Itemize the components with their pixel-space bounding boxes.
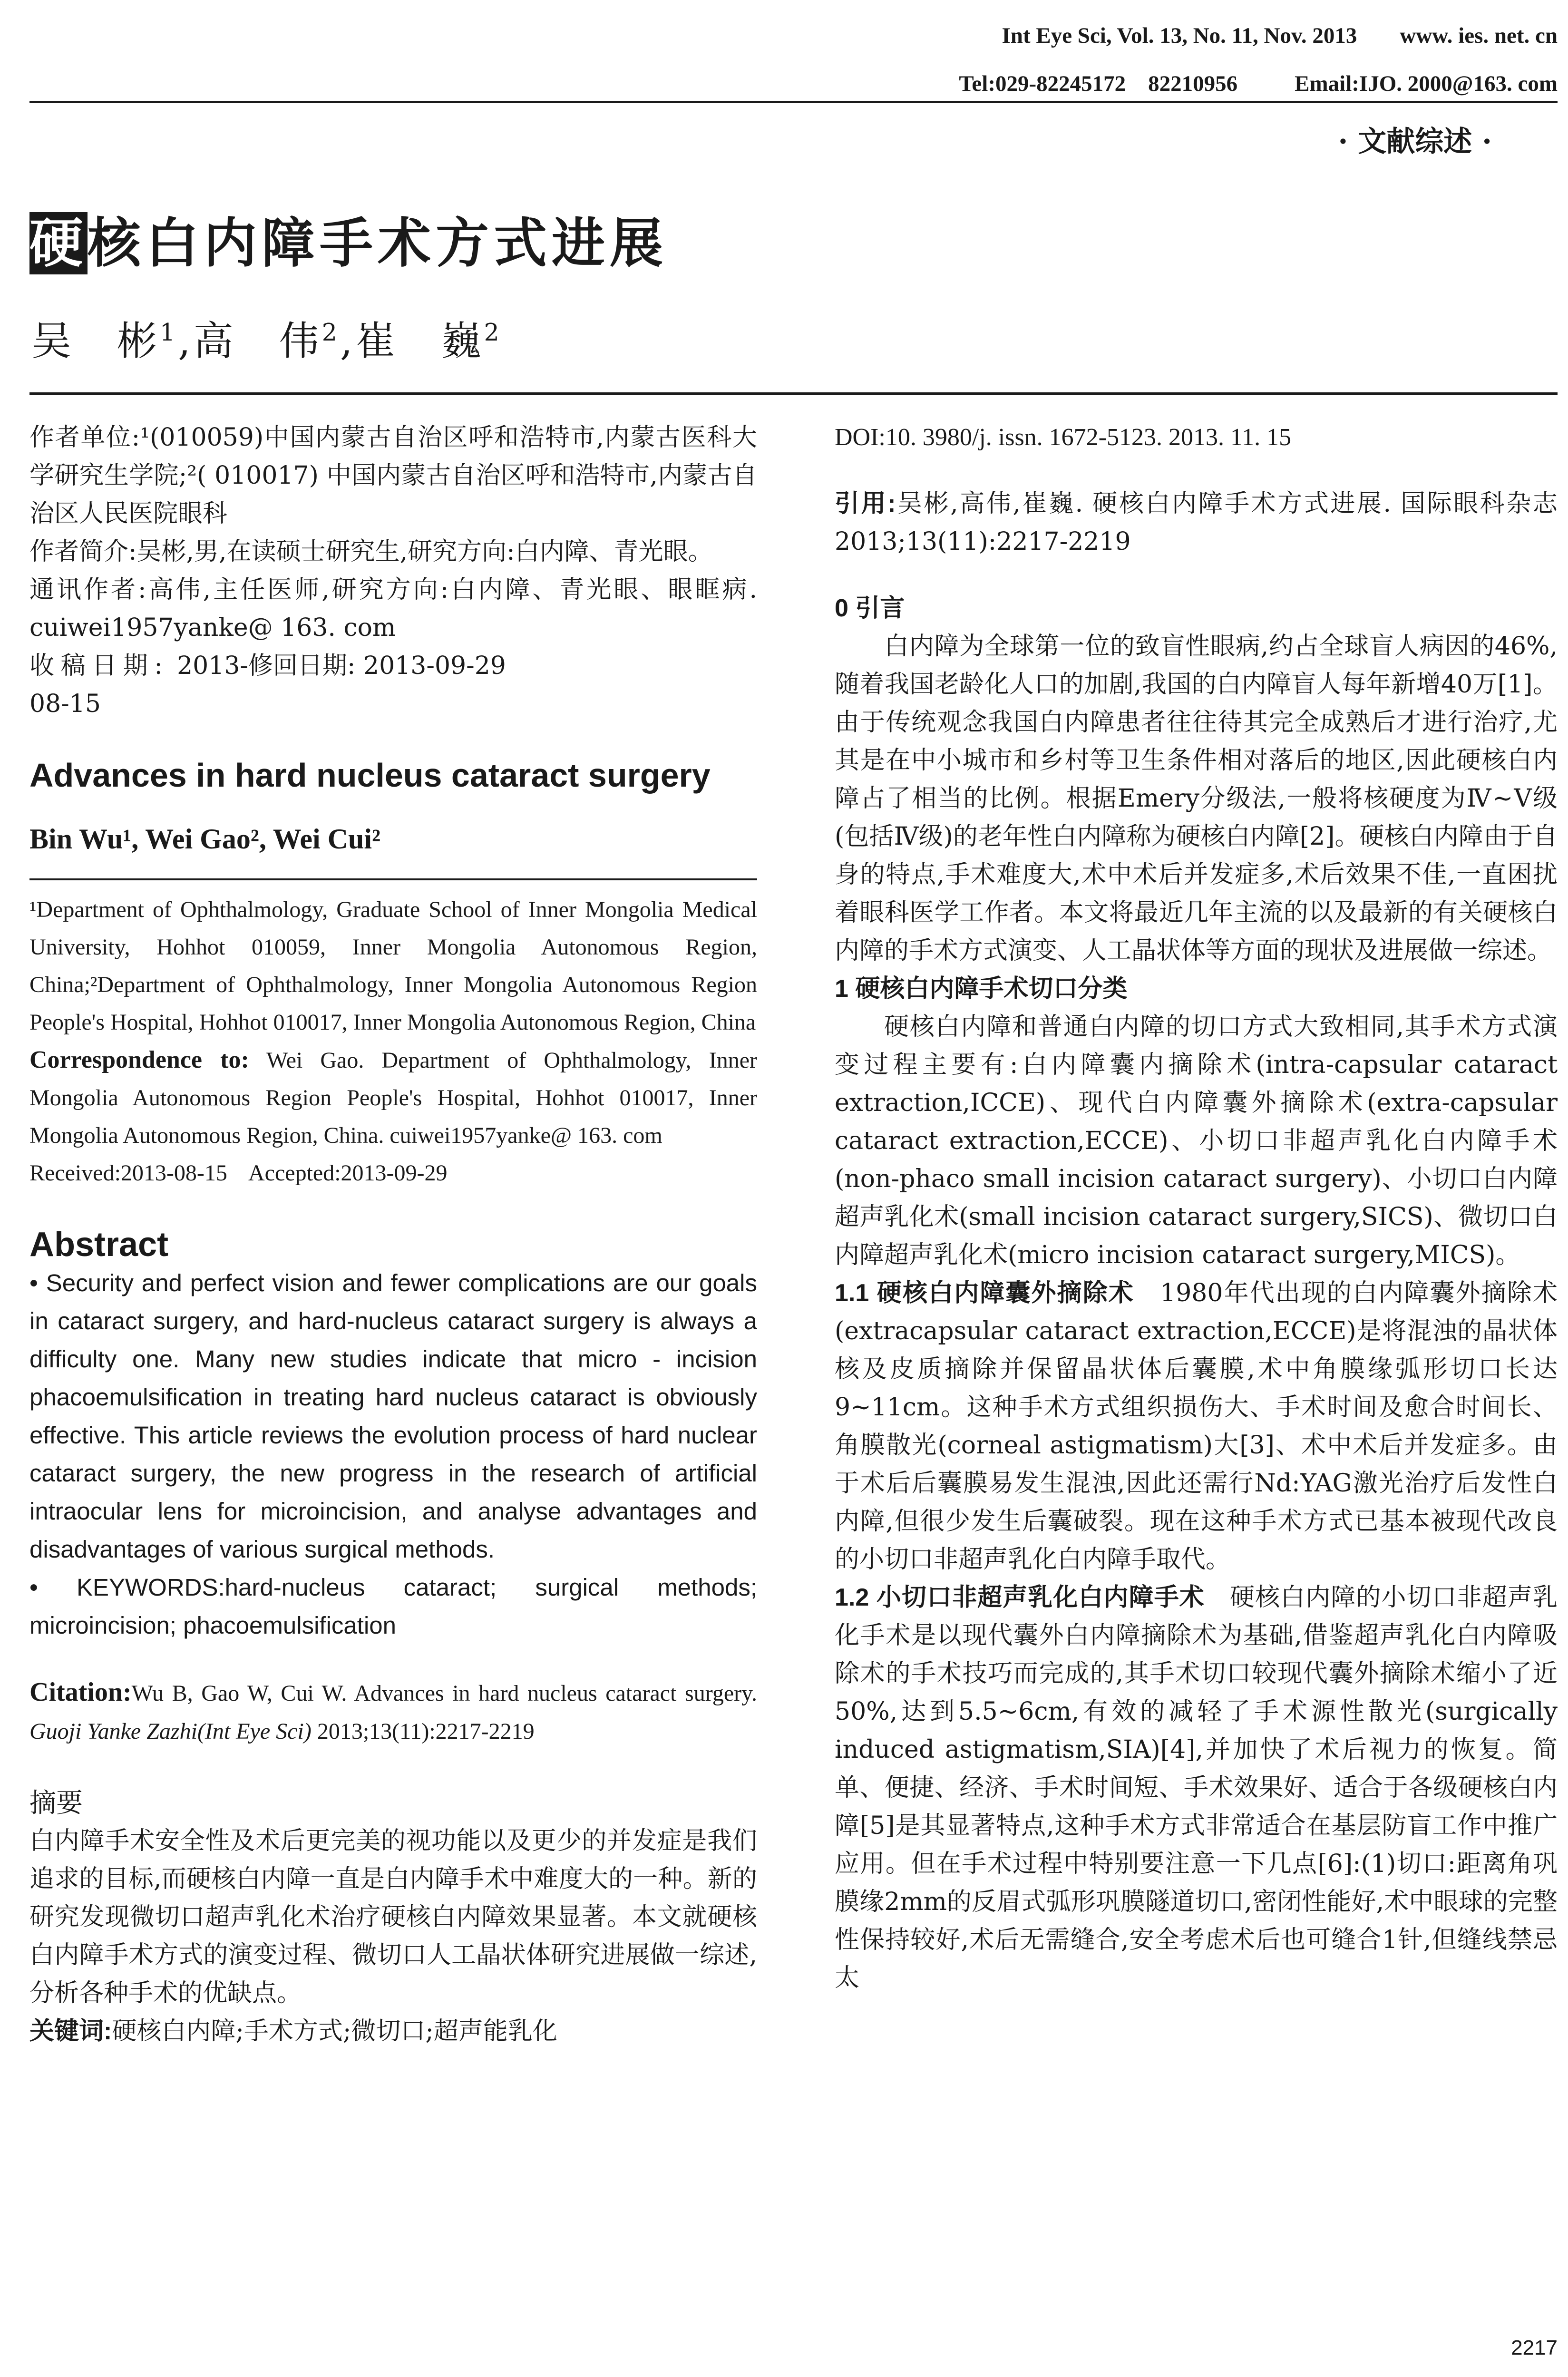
title-rest: 核白内障手术方式进展 xyxy=(88,212,668,274)
journal-tel: Tel:029-82245172 82210956 xyxy=(959,71,1238,96)
page-title xyxy=(29,201,668,277)
keywords-cn-text: 硬核白内障;手术方式;微切口;超声能乳化 xyxy=(112,2017,557,2046)
keywords-en: • KEYWORDS:hard-nucleus cataract; surgical methods; microincision; phacoemulsification xyxy=(29,1574,757,1639)
correspondence-label: Correspondence to: xyxy=(29,1046,249,1073)
author-sup: 2 xyxy=(484,318,502,346)
section-1-1-text: 1980年代出现的白内障囊外摘除术(extracapsular cataract extraction,ECCE)是将混浊的晶状体核及皮质摘除并保留晶状体后囊膜,术中角膜缘弧形切口长达9~11cm。这种手术方式组织损伤大、手术时间及愈合时间长、角膜散光(corneal astigmatism)大[3]、术中术后并发症多。由于术后后囊膜易发生混浊,因此还需行Nd:YAG激光治疗后发性白内障,但很少发生后囊破裂。现在这种手术方式已基本被现代改良的小切口非超声乳化白内障手取代。 xyxy=(835,1279,1558,1574)
section-1-heading: 1 硬核白内障手术切口分类 xyxy=(835,975,1128,1003)
cite-cn-text: 吴彬,高伟,崔巍. 硬核白内障手术方式进展. 国际眼科杂志 2013;13(11):2217-2219 xyxy=(835,489,1558,556)
received-en: Received:2013-08-15 xyxy=(29,1160,227,1186)
title-rule xyxy=(29,392,1558,395)
section-0-heading: 0 引言 xyxy=(835,594,905,622)
received-cn: 收稿日期: 2013-08-15 xyxy=(29,652,248,718)
doi: DOI:10. 3980/j. issn. 1672-5123. 2013. 11. 15 xyxy=(835,424,1292,451)
correspondence-cn: 通讯作者:高伟,主任医师,研究方向:白内障、青光眼、眼眶病. cuiwei1957yanke@ 163. com xyxy=(29,575,757,642)
author-name: 吴 彬 xyxy=(31,318,160,364)
section-1-1 xyxy=(835,1274,1558,1578)
section-1-text: 硬核白内障和普通白内障的切口方式大致相同,其手术方式演变过程主要有:白内障囊内摘除术(intra-capsular cataract extraction,ICCE)、现代白内障囊外摘除术(extra-capsular cataract extraction,ECCE)、小切口非超声乳化白内障手术(non-phaco small incision cataract surgery)、小切口白内障超声乳化术(small incision cataract surgery,SICS)、微切口白内障超声乳化术(micro incision cataract surgery,MICS)。 xyxy=(835,1013,1558,1269)
journal-website: www. ies. net. cn xyxy=(1400,23,1558,48)
citation-label: Citation: xyxy=(29,1677,132,1707)
english-dates xyxy=(29,1154,757,1192)
journal-citation: Int Eye Sci, Vol. 13, No. 11, Nov. 2013 xyxy=(1002,23,1357,48)
english-affiliation: ¹Department of Ophthalmology, Graduate School of Inner Mongolia Medical University, Hohhot 010059, Inner Mongolia Autonomous Region, China;²Department of Ophthalmology, Inner Mongolia Autonomous Region People's Hospital, Hohhot 010017, Inner Mongolia Autonomous Region, China xyxy=(29,897,757,1035)
journal-header-line xyxy=(1002,23,1558,49)
cite-cn xyxy=(835,485,1558,561)
left-column xyxy=(29,409,757,2050)
citation-en xyxy=(29,1673,757,1751)
section-0-text: 白内障为全球第一位的致盲性眼病,约占全球盲人病因的46%,随着我国老龄化人口的加剧,我国的白内障盲人每年新增40万[1]。由于传统观念我国白内障患者往往待其完全成熟后才进行治疗,尤其是在中小城市和乡村等卫生条件相对落后的地区,因此硬核白内障占了相当的比例。根据Emery分级法,一般将核硬度为Ⅳ~Ⅴ级(包括Ⅳ级)的老年性白内障称为硬核白内障[2]。硬核白内障由于自身的特点,手术难度大,术中术后并发症多,术后效果不佳,一直困扰着眼科医学工作者。本文将最近几年主流的以及最新的有关硬核白内障的手术方式演变、人工晶状体等方面的现状及进展做一综述。 xyxy=(835,632,1558,965)
citation-authors: Wu B, Gao W, Cui W. Advances in hard nucleus cataract surgery. xyxy=(131,1681,757,1706)
section-tag: · 文献综述 · xyxy=(1338,125,1492,158)
english-correspondence xyxy=(29,1041,757,1154)
abstract-cn-text: 白内障手术安全性及术后更完美的视功能以及更少的并发症是我们追求的目标,而硬核白内障一直是白内障手术中难度大的一种。新的研究发现微切口超声乳化术治疗硬核白内障效果显著。本文就硬核白内障手术方式的演变过程、微切口人工晶状体研究进展做一综述,分析各种手术的优缺点。 xyxy=(29,1827,757,2007)
right-column xyxy=(835,409,1558,1997)
cite-cn-label: 引用: xyxy=(835,490,896,517)
page-number: 2217 xyxy=(1511,2336,1558,2359)
abstract-cn-heading: 摘要 xyxy=(29,1788,83,1818)
affiliation-cn: 作者单位:¹(010059)中国内蒙古自治区呼和浩特市,内蒙古医科大学研究生学院;²( 010017) 中国内蒙古自治区呼和浩特市,内蒙古自治区人民医院眼科 xyxy=(29,423,757,528)
citation-journal: Guoji Yanke Zazhi(Int Eye Sci) xyxy=(29,1719,312,1744)
revised-cn: 修回日期: 2013-09-29 xyxy=(248,652,506,680)
author-sup: 1 xyxy=(160,318,178,346)
section-1-2 xyxy=(835,1578,1558,1997)
authors-cn: 吴 彬$^1$,高 伟$^2$,崔 巍$^2$ xyxy=(31,318,502,364)
english-authors: Bin Wu¹, Wei Gao², Wei Cui² xyxy=(29,823,381,855)
header-rule xyxy=(29,101,1558,103)
keywords-cn xyxy=(29,2012,757,2050)
journal-email: Email:IJO. 2000@163. com xyxy=(1295,71,1558,96)
author-name: 崔 巍 xyxy=(355,318,484,364)
accepted-en: Accepted:2013-09-29 xyxy=(248,1160,448,1186)
affiliation-rule xyxy=(29,878,757,880)
author-sup: 2 xyxy=(321,318,340,346)
section-1-2-text: 硬核白内障的小切口非超声乳化手术是以现代囊外白内障摘除术为基础,借鉴超声乳化白内障吸除术的手术技巧而完成的,其手术切口较现代囊外摘除术缩小了近50%,达到5.5~6cm,有效的减轻了手术源性散光(surgically induced astigmatism,SIA)[4],并加快了术后视力的恢复。简单、便捷、经济、手术时间短、手术效果好、适合于各级硬核白内障[5]是其显著特点,这种手术方式非常适合在基层防盲工作中推广应用。但在手术过程中特别要注意一下几点[6]:(1)切口:距离角巩膜缘2mm的反眉式弧形巩膜隧道切口,密闭性能好,术中眼球的完整性保持较好,术后无需缝合,安全考虑术后也可缝合1针,但缝线禁忌太 xyxy=(835,1583,1558,1992)
author-name: 高 伟 xyxy=(193,318,322,364)
abstract-text: • Security and perfect vision and fewer complications are our goals in cataract surgery, and hard-nucleus cataract surgery is always a difficulty one. Many new studies indicate that micro - incision phacoemulsification in treating hard nucleus cataract is obviously effective. This article reviews the evolution process of hard nuclear cataract surgery, the new progress in the research of artificial intraocular lens for microincision, and analyse advantages and disadvantages of various surgical methods. xyxy=(29,1269,757,1563)
abstract-heading: Abstract xyxy=(29,1226,169,1264)
author-intro-cn: 作者简介:吴彬,男,在读硕士研究生,研究方向:白内障、青光眼。 xyxy=(29,537,713,566)
title-first-char: 硬 xyxy=(29,212,88,274)
section-1-2-heading: 1.2 小切口非超声乳化白内障手术 xyxy=(835,1584,1205,1611)
dates-cn xyxy=(29,647,757,723)
keywords-cn-label: 关键词: xyxy=(29,2017,112,2045)
citation-volume: 2013;13(11):2217-2219 xyxy=(311,1719,535,1744)
correspondence-text: Wei Gao. Department of Ophthalmology, Inner Mongolia Autonomous Region People's Hospital, Hohhot 010017, Inner Mongolia Autonomous Region, China. cuiwei1957yanke@ 163. com xyxy=(29,1048,757,1148)
english-title: Advances in hard nucleus cataract surgery xyxy=(29,757,711,794)
contact-header-line xyxy=(959,66,1558,97)
section-1-1-heading: 1.1 硬核白内障囊外摘除术 xyxy=(835,1279,1135,1307)
